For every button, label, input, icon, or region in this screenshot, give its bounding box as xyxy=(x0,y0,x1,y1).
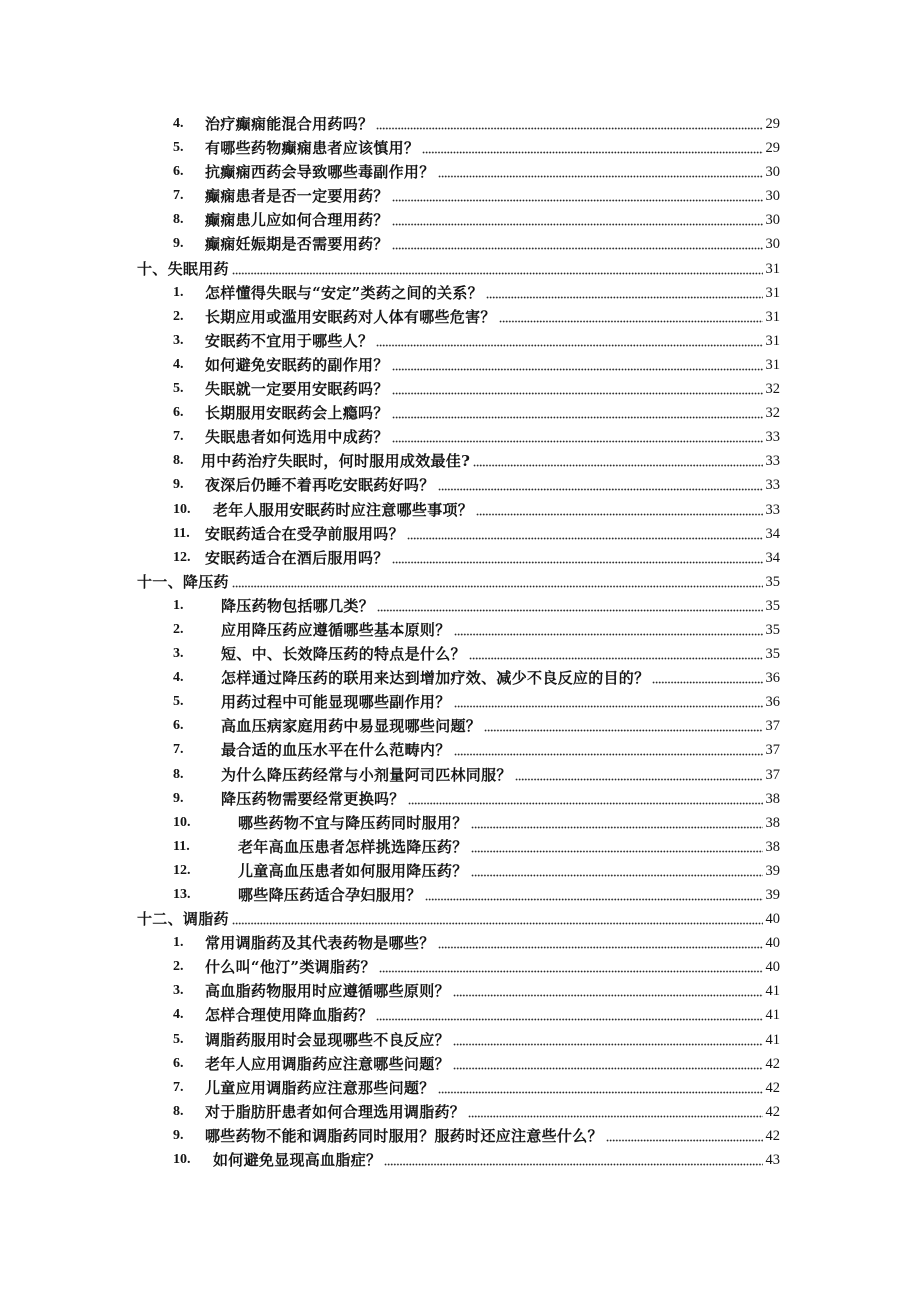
dot-leader xyxy=(515,763,763,787)
dot-leader xyxy=(473,449,762,473)
table-of-contents xyxy=(137,112,780,1172)
toc-entry xyxy=(137,690,780,714)
entry-page: 31 xyxy=(765,356,780,373)
entry-number: 8. xyxy=(173,1103,184,1119)
section-title: 十二、调脂药 xyxy=(137,910,229,929)
entry-page: 42 xyxy=(765,1055,780,1072)
entry-number: 7. xyxy=(173,188,184,204)
entry-number: 10. xyxy=(173,814,191,830)
entry-number: 9. xyxy=(173,790,184,806)
entry-title: 如何避免显现高血脂症？ xyxy=(213,1151,382,1170)
toc-entry xyxy=(137,546,780,570)
entry-number: 6. xyxy=(173,405,184,421)
entry-number: 7. xyxy=(173,429,184,445)
entry-title: 老年高血压患者怎样挑选降压药？ xyxy=(238,837,468,856)
toc-entry xyxy=(137,666,780,690)
dot-leader xyxy=(438,931,763,955)
entry-page: 37 xyxy=(765,766,780,783)
toc-entry xyxy=(137,787,780,811)
toc-entry xyxy=(137,714,780,738)
entry-title: 安眠药适合在酒后服用吗？ xyxy=(205,548,389,567)
entry-title: 降压药物包括哪几类？ xyxy=(221,596,375,615)
entry-page: 37 xyxy=(765,742,780,759)
entry-number: 5. xyxy=(173,140,184,156)
entry-page: 31 xyxy=(765,308,780,325)
entry-page: 38 xyxy=(765,814,780,831)
entry-title: 常用调脂药及其代表药物是哪些？ xyxy=(205,934,435,953)
entry-title: 长期服用安眠药会上瘾吗？ xyxy=(205,404,389,423)
toc-entry xyxy=(137,955,780,979)
entry-title: 用药过程中可能显现哪些副作用？ xyxy=(221,693,451,712)
entry-page: 41 xyxy=(765,983,780,1000)
entry-number: 9. xyxy=(173,477,184,493)
dot-leader xyxy=(407,522,763,546)
entry-page: 35 xyxy=(765,573,780,590)
toc-entry xyxy=(137,473,780,497)
entry-title: 对于脂肪肝患者如何合理选用调脂药？ xyxy=(205,1102,466,1121)
entry-number: 8. xyxy=(173,212,184,228)
entry-page: 29 xyxy=(765,116,780,132)
entry-number: 9. xyxy=(173,236,184,252)
toc-entry xyxy=(137,305,780,329)
toc-entry xyxy=(137,522,780,546)
toc-entry xyxy=(137,642,780,666)
entry-page: 33 xyxy=(765,477,780,494)
entry-page: 33 xyxy=(765,429,780,446)
entry-title: 失眠患者如何选用中成药？ xyxy=(205,428,389,447)
entry-page: 40 xyxy=(765,911,780,928)
entry-page: 39 xyxy=(765,887,780,903)
entry-title: 降压药物需要经常更换吗？ xyxy=(221,789,405,808)
entry-page: 30 xyxy=(765,188,780,205)
dot-leader xyxy=(422,136,762,160)
entry-title: 失眠就一定要用安眠药吗？ xyxy=(205,380,389,399)
entry-title: 怎样通过降压药的联用来达到增加疗效、减少不良反应的目的？ xyxy=(221,669,650,688)
toc-entry xyxy=(137,1124,780,1148)
dot-leader xyxy=(377,594,762,618)
entry-title: 哪些药物不能和调脂药同时服用？服药时还应注意些什么？ xyxy=(205,1126,603,1145)
entry-title: 短、中、长效降压药的特点是什么？ xyxy=(221,645,466,664)
entry-page: 30 xyxy=(765,164,780,181)
dot-leader xyxy=(486,281,763,305)
toc-section-heading xyxy=(137,257,780,281)
entry-page: 42 xyxy=(765,1103,780,1120)
entry-page: 42 xyxy=(765,1079,780,1096)
entry-number: 6. xyxy=(173,164,184,180)
toc-entry xyxy=(137,883,780,907)
entry-number: 3. xyxy=(173,983,184,999)
entry-title: 夜深后仍睡不着再吃安眠药好吗？ xyxy=(205,476,435,495)
dot-leader xyxy=(454,690,763,714)
entry-title: 安眠药适合在受孕前服用吗？ xyxy=(205,524,404,543)
entry-number: 4. xyxy=(173,116,184,131)
entry-number: 3. xyxy=(173,646,184,662)
entry-number: 12. xyxy=(173,549,191,565)
dot-leader xyxy=(425,883,763,907)
entry-number: 5. xyxy=(173,694,184,710)
toc-entry xyxy=(137,738,780,762)
toc-entry xyxy=(137,329,780,353)
dot-leader xyxy=(376,1003,762,1027)
dot-leader xyxy=(652,666,762,690)
entry-title: 高血压病家庭用药中易显现哪些问题？ xyxy=(221,717,482,736)
entry-number: 7. xyxy=(173,742,184,758)
entry-title: 老年人服用安眠药时应注意哪些事项？ xyxy=(213,500,474,519)
toc-entry xyxy=(137,835,780,859)
dot-leader xyxy=(471,811,763,835)
dot-leader xyxy=(384,1148,762,1172)
toc-entry xyxy=(137,1148,780,1172)
entry-page: 33 xyxy=(765,453,780,470)
entry-title: 老年人应用调脂药应注意哪些问题？ xyxy=(205,1054,450,1073)
toc-entry xyxy=(137,1100,780,1124)
dot-leader xyxy=(379,955,763,979)
entry-number: 7. xyxy=(173,1079,184,1095)
entry-title: 有哪些药物癫痫患者应该慎用？ xyxy=(205,139,420,158)
entry-page: 32 xyxy=(765,381,780,398)
section-title: 十、失眠用药 xyxy=(137,259,229,278)
toc-entry xyxy=(137,763,780,787)
entry-title: 儿童高血压患者如何服用降压药？ xyxy=(238,861,468,880)
entry-number: 2. xyxy=(173,308,184,324)
dot-leader xyxy=(453,1052,763,1076)
entry-page: 30 xyxy=(765,236,780,253)
entry-page: 38 xyxy=(765,790,780,807)
entry-page: 40 xyxy=(765,935,780,952)
toc-section-heading xyxy=(137,907,780,931)
entry-page: 35 xyxy=(765,646,780,663)
entry-number: 11. xyxy=(173,525,190,541)
entry-page: 31 xyxy=(765,284,780,301)
dot-leader xyxy=(438,473,763,497)
entry-page: 34 xyxy=(765,525,780,542)
toc-entry xyxy=(137,1003,780,1027)
dot-leader xyxy=(471,859,763,883)
entry-title: 高血脂药物服用时应遵循哪些原则？ xyxy=(205,982,450,1001)
toc-entry xyxy=(137,931,780,955)
entry-title: 如何避免安眠药的副作用？ xyxy=(205,355,389,374)
toc-entry xyxy=(137,1028,780,1052)
toc-entry xyxy=(137,401,780,425)
dot-leader xyxy=(392,208,763,232)
entry-title: 为什么降压药经常与小剂量阿司匹林同服？ xyxy=(221,765,512,784)
toc-entry xyxy=(137,160,780,184)
entry-title: 怎样合理使用降血脂药？ xyxy=(205,1006,374,1025)
entry-number: 4. xyxy=(173,356,184,372)
toc-entry xyxy=(137,449,780,473)
toc-entry xyxy=(137,136,780,160)
dot-leader xyxy=(476,498,762,522)
entry-title: 癫痫患者是否一定要用药？ xyxy=(205,187,389,206)
dot-leader xyxy=(408,787,763,811)
entry-page: 31 xyxy=(765,260,780,277)
entry-title: 什么叫“他汀”类调脂药？ xyxy=(205,958,376,977)
entry-title: 应用降压药应遵循哪些基本原则？ xyxy=(221,620,451,639)
entry-number: 1. xyxy=(173,935,184,951)
dot-leader xyxy=(469,642,763,666)
dot-leader xyxy=(454,618,763,642)
entry-page: 33 xyxy=(765,501,780,518)
toc-entry xyxy=(137,618,780,642)
entry-page: 41 xyxy=(765,1031,780,1048)
entry-title: 哪些药物不宜与降压药同时服用？ xyxy=(238,813,468,832)
dot-leader xyxy=(468,1100,762,1124)
entry-title: 最合适的血压水平在什么范畴内？ xyxy=(221,741,451,760)
dot-leader xyxy=(392,377,763,401)
dot-leader xyxy=(453,979,763,1003)
entry-number: 8. xyxy=(173,453,184,469)
toc-entry xyxy=(137,1076,780,1100)
entry-title: 癫痫患儿应如何合理用药？ xyxy=(205,211,389,230)
entry-number: 12. xyxy=(173,862,191,878)
entry-title: 长期应用或滥用安眠药对人体有哪些危害？ xyxy=(205,307,496,326)
dot-leader xyxy=(484,714,762,738)
dot-leader xyxy=(453,1028,763,1052)
entry-page: 36 xyxy=(765,694,780,711)
dot-leader xyxy=(392,353,763,377)
entry-page: 32 xyxy=(765,405,780,422)
toc-entry xyxy=(137,208,780,232)
entry-page: 29 xyxy=(765,140,780,157)
toc-entry xyxy=(137,184,780,208)
entry-number: 5. xyxy=(173,381,184,397)
dot-leader xyxy=(232,257,763,281)
dot-leader xyxy=(392,401,763,425)
entry-page: 34 xyxy=(765,549,780,566)
toc-entry xyxy=(137,979,780,1003)
entry-number: 6. xyxy=(173,718,184,734)
entry-number: 2. xyxy=(173,621,184,637)
toc-entry xyxy=(137,232,780,256)
entry-page: 37 xyxy=(765,718,780,735)
toc-entry xyxy=(137,425,780,449)
entry-number: 4. xyxy=(173,1007,184,1023)
toc-entry xyxy=(137,811,780,835)
entry-page: 40 xyxy=(765,959,780,976)
entry-title: 怎样懂得失眠与“安定”类药之间的关系？ xyxy=(205,283,483,302)
dot-leader xyxy=(454,738,763,762)
entry-title: 安眠药不宜用于哪些人？ xyxy=(205,331,374,350)
entry-page: 43 xyxy=(765,1152,780,1169)
toc-entry xyxy=(137,594,780,618)
entry-page: 35 xyxy=(765,621,780,638)
entry-number: 2. xyxy=(173,959,184,975)
dot-leader xyxy=(376,112,762,136)
dot-leader xyxy=(232,907,763,931)
entry-title: 调脂药服用时会显现哪些不良反应？ xyxy=(205,1030,450,1049)
toc-section-heading xyxy=(137,570,780,594)
entry-number: 1. xyxy=(173,597,184,613)
dot-leader xyxy=(471,835,763,859)
entry-page: 39 xyxy=(765,862,780,879)
entry-number: 6. xyxy=(173,1055,184,1071)
entry-number: 11. xyxy=(173,838,190,854)
toc-entry xyxy=(137,377,780,401)
section-title: 十一、降压药 xyxy=(137,572,229,591)
toc-entry xyxy=(137,353,780,377)
entry-number: 1. xyxy=(173,284,184,300)
dot-leader xyxy=(606,1124,763,1148)
dot-leader xyxy=(438,1076,763,1100)
entry-title: 哪些降压药适合孕妇服用？ xyxy=(238,886,422,904)
entry-number: 8. xyxy=(173,766,184,782)
dot-leader xyxy=(376,329,762,353)
entry-number: 4. xyxy=(173,670,184,686)
entry-title: 抗癫痫西药会导致哪些毒副作用？ xyxy=(205,163,435,182)
entry-number: 5. xyxy=(173,1031,184,1047)
toc-entry xyxy=(137,859,780,883)
entry-page: 42 xyxy=(765,1127,780,1144)
entry-title: 治疗癫痫能混合用药吗？ xyxy=(205,115,374,133)
entry-page: 30 xyxy=(765,212,780,229)
dot-leader xyxy=(392,546,763,570)
entry-page: 31 xyxy=(765,332,780,349)
dot-leader xyxy=(392,184,763,208)
entry-title: 儿童应用调脂药应注意那些问题？ xyxy=(205,1078,435,1097)
entry-number: 10. xyxy=(173,1152,191,1168)
entry-title: 用中药治疗失眠时，何时服用成效最佳? xyxy=(201,452,471,471)
dot-leader xyxy=(392,425,763,449)
dot-leader xyxy=(232,570,763,594)
entry-number: 3. xyxy=(173,332,184,348)
entry-number: 9. xyxy=(173,1127,184,1143)
entry-number: 10. xyxy=(173,501,191,517)
toc-entry xyxy=(137,112,780,136)
entry-page: 41 xyxy=(765,1007,780,1024)
entry-page: 38 xyxy=(765,838,780,855)
entry-page: 35 xyxy=(765,597,780,614)
entry-title: 癫痫妊娠期是否需要用药？ xyxy=(205,235,389,254)
dot-leader xyxy=(392,232,763,256)
dot-leader xyxy=(499,305,763,329)
toc-entry xyxy=(137,1052,780,1076)
dot-leader xyxy=(438,160,763,184)
entry-page: 36 xyxy=(765,670,780,687)
toc-entry xyxy=(137,281,780,305)
toc-entry xyxy=(137,498,780,522)
entry-number: 13. xyxy=(173,887,191,902)
